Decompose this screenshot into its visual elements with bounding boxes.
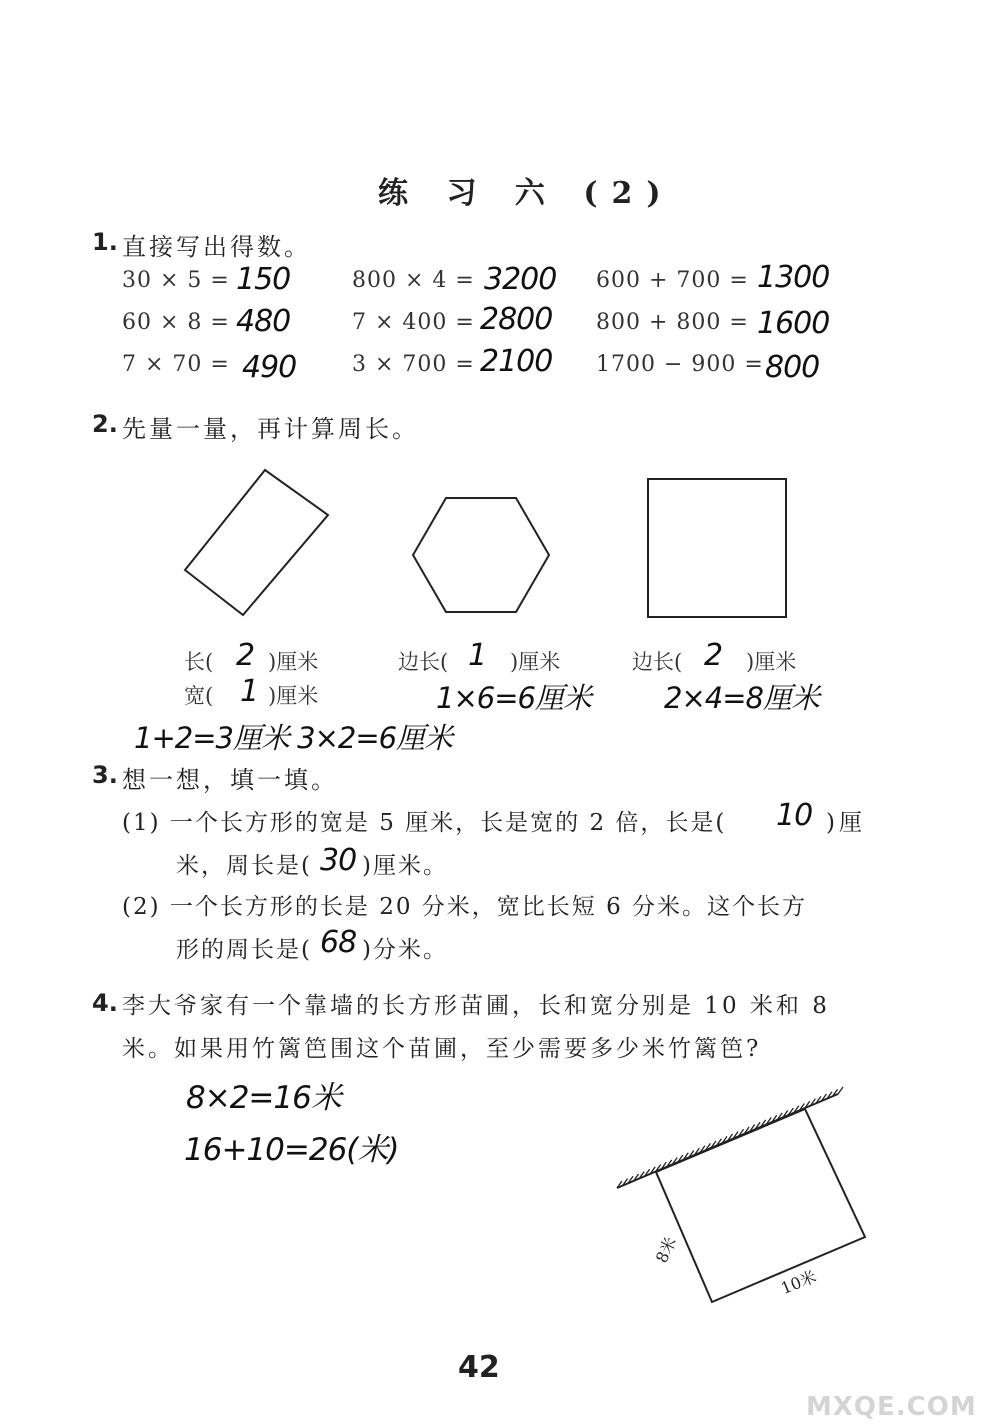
q1-r3c2-expr: 3 × 700 =: [352, 352, 475, 377]
q2-prompt: 先量一量，再计算周长。: [122, 415, 419, 443]
q1-number: 1.: [92, 228, 118, 256]
q1-r1c2-answer: 3200: [484, 262, 557, 297]
hexagon-side-label: 边长(: [398, 650, 449, 674]
rect-width-unit: )厘米: [268, 684, 319, 708]
square-shape: [648, 479, 786, 617]
rect-length-answer: 2: [236, 638, 255, 673]
q1-prompt: 直接写出得数。: [122, 233, 311, 261]
q1-r2c2-expr: 7 × 400 =: [352, 310, 475, 335]
rect-perimeter-work: 1+2=3厘米 3×2=6厘米: [134, 721, 453, 755]
rect-width-answer: 1: [240, 674, 259, 709]
q3-part2-answer: 68: [320, 925, 357, 960]
q3-part2-line2a: 形的周长是(: [176, 937, 312, 963]
hexagon-shape: [413, 498, 549, 612]
q1-r2c1-answer: 480: [236, 304, 291, 339]
q3-number: 3.: [92, 761, 118, 789]
hexagon-perimeter-work: 1×6=6厘米: [436, 681, 591, 715]
hexagon-side-unit: )厘米: [510, 650, 561, 674]
q3-part1-line2b: )厘米。: [362, 853, 448, 879]
hatch-mark: [838, 1087, 843, 1094]
q1-r3c3-answer: 800: [765, 350, 820, 385]
q1-r2c1-expr: 60 × 8 =: [122, 310, 230, 335]
square-side-answer: 2: [704, 638, 723, 673]
q1-r1c1-answer: 150: [236, 262, 291, 297]
q3-part1-answer-perimeter: 30: [320, 843, 357, 878]
q4-work-line1: 8×2=16米: [186, 1080, 341, 1116]
nursery-rectangle: [656, 1109, 865, 1302]
q1-r1c3-expr: 600 + 700 =: [596, 268, 749, 293]
q1-r1c1-expr: 30 × 5 =: [122, 268, 230, 293]
q3-part2-line2b: )分米。: [362, 937, 448, 963]
square-perimeter-work: 2×4=8厘米: [664, 681, 819, 715]
q3-part1-line1-end: )厘: [826, 810, 866, 836]
q1-r3c1-expr: 7 × 70 =: [122, 352, 230, 377]
q4-work-line2: 16+10=26(米): [184, 1132, 399, 1168]
q1-r1c2-expr: 800 × 4 =: [352, 268, 475, 293]
q3-part1-line2a: 米，周长是(: [176, 853, 312, 879]
rect-length-unit: )厘米: [268, 650, 319, 674]
q1-r2c3-expr: 800 + 800 =: [596, 310, 749, 335]
rectangle-shape: [185, 470, 328, 615]
q4-line1: 李大爷家有一个靠墙的长方形苗圃，长和宽分别是 10 米和 8: [122, 993, 830, 1019]
rect-length-label: 长(: [184, 650, 214, 674]
q1-r3c3-expr: 1700 − 900 =: [596, 352, 764, 377]
diagram-width-label: 8米: [651, 1234, 681, 1266]
q3-part1-line1: (1) 一个长方形的宽是 5 厘米，长是宽的 2 倍，长是(: [122, 810, 727, 836]
square-side-label: 边长(: [632, 650, 683, 674]
q1-r3c1-answer: 490: [242, 350, 297, 385]
q1-r2c2-answer: 2800: [480, 302, 553, 337]
square-side-unit: )厘米: [746, 650, 797, 674]
q3-prompt: 想一想，填一填。: [122, 766, 338, 794]
hexagon-side-answer: 1: [468, 638, 487, 673]
watermark-logo: MXQE.COM: [806, 1392, 977, 1422]
q3-part1-answer-length: 10: [776, 798, 813, 833]
q1-r2c3-answer: 1600: [757, 306, 830, 341]
q3-part2-line1: (2) 一个长方形的长是 20 分米，宽比长短 6 分米。这个长方: [122, 894, 808, 920]
q4-number: 4.: [92, 989, 118, 1017]
q1-r1c3-answer: 1300: [757, 260, 830, 295]
page-number: 42: [458, 1350, 500, 1385]
q1-r3c2-answer: 2100: [480, 344, 553, 379]
page-title: 练 习 六 (2): [378, 176, 675, 211]
q2-number: 2.: [92, 410, 118, 438]
diagram-length-label: 10米: [778, 1266, 819, 1299]
q4-line2: 米。如果用竹篱笆围这个苗圃，至少需要多少米竹篱笆?: [122, 1036, 762, 1062]
wall-hatching: [617, 1087, 843, 1188]
rect-width-label: 宽(: [184, 684, 214, 708]
